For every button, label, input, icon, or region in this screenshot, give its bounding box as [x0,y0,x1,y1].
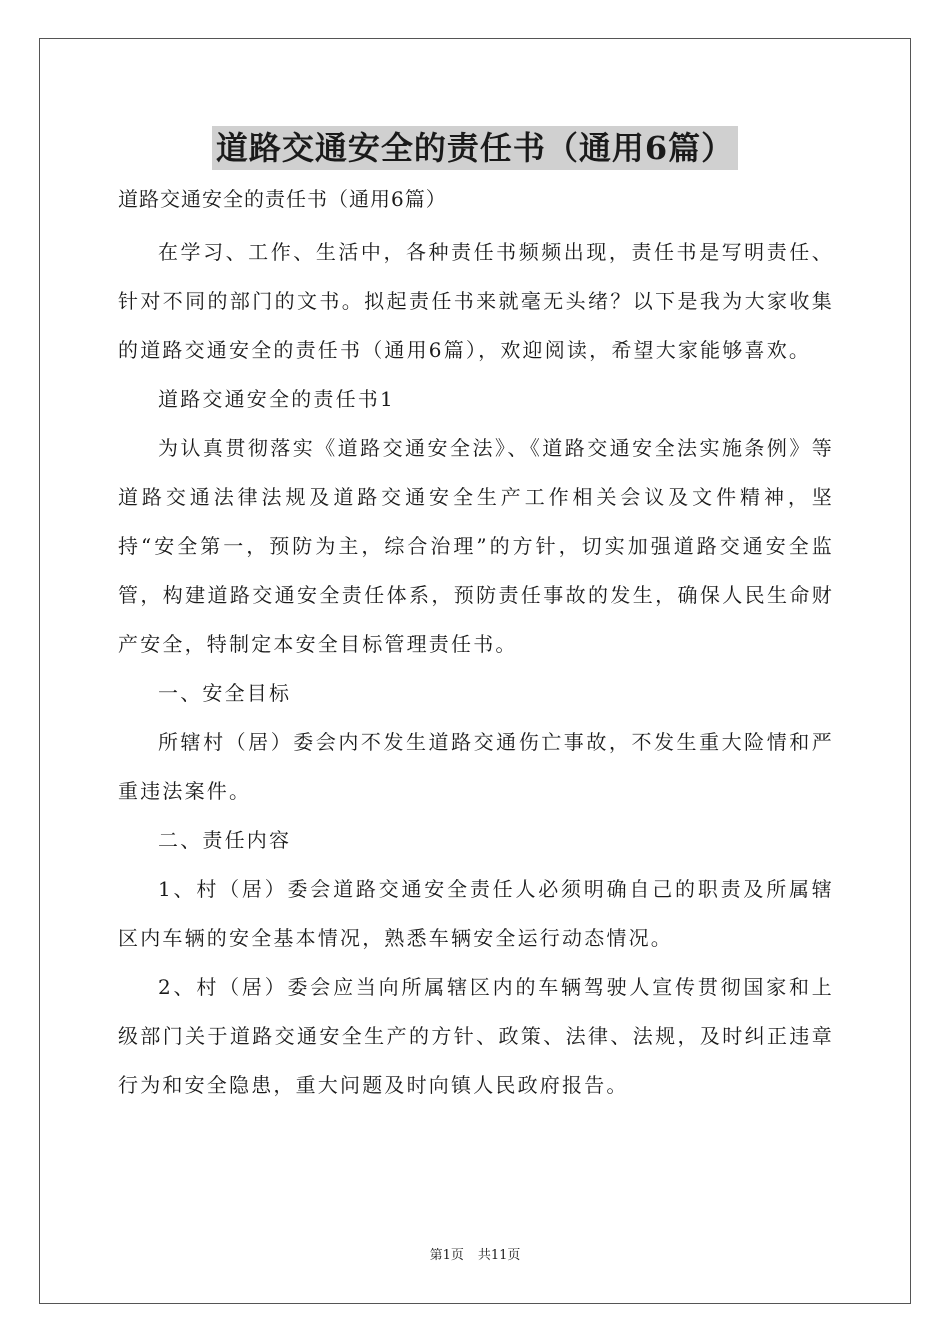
document-title-text: 道路交通安全的责任书（通用6篇） [212,126,738,170]
heading-responsibilities: 二、责任内容 [158,828,292,852]
section-heading-1: 道路交通安全的责任书1 [158,387,395,411]
document-title [0,126,950,170]
document-body [118,178,834,1110]
page-total: 共11页 [477,1248,521,1263]
document-subtitle: 道路交通安全的责任书（通用6篇） [118,187,447,211]
paragraph-responsibility-2: 2、村（居）委会应当向所属辖区内的车辆驾驶人宣传贯彻国家和上级部门关于道路交通安全生产的方针、政策、法律、法规，及时纠正违章行为和安全隐患，重大问题及时向镇人民政府报告。 [118,975,834,1097]
page-number: 第1页 [429,1248,464,1263]
heading-safety-goals: 一、安全目标 [158,681,292,705]
page-footer [0,1246,950,1266]
paragraph-safety-goals: 所辖村（居）委会内不发生道路交通伤亡事故，不发生重大险情和严重违法案件。 [118,730,834,803]
paragraph-intro: 在学习、工作、生活中，各种责任书频频出现，责任书是写明责任、针对不同的部门的文书。拟起责任书来就毫无头绪？以下是我为大家收集的道路交通安全的责任书（通用6篇），欢迎阅读，希望大家能够喜欢。 [118,240,834,362]
paragraph-purpose: 为认真贯彻落实《道路交通安全法》、《道路交通安全法实施条例》等道路交通法律法规及道路交通安全生产工作相关会议及文件精神，坚持“安全第一，预防为主，综合治理”的方针，切实加强道路交通安全监管，构建道路交通安全责任体系，预防责任事故的发生，确保人民生命财产安全，特制定本安全目标管理责任书。 [118,436,834,656]
paragraph-responsibility-1: 1、村（居）委会道路交通安全责任人必须明确自己的职责及所属辖区内车辆的安全基本情况，熟悉车辆安全运行动态情况。 [118,877,834,950]
